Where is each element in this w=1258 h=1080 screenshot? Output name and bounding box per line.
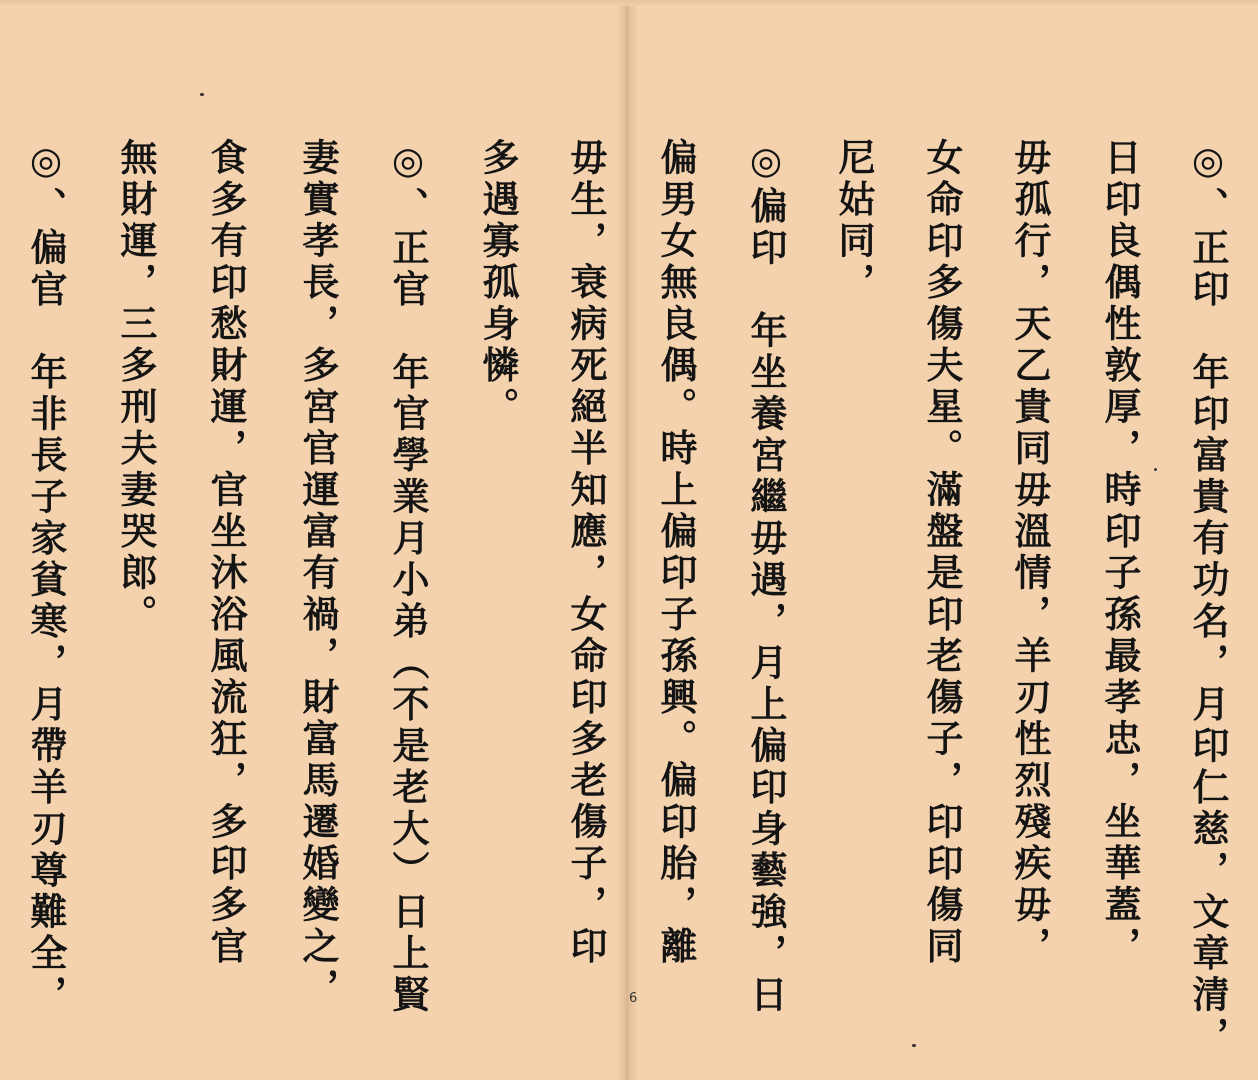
text-column-1: ◎、正印 年印富貴有功名，月印仁慈，文章清，	[1186, 138, 1230, 1058]
text-column-8: 毋生，衰病死絕半知應，女命印多老傷子，印	[564, 138, 608, 968]
text-column-7: 偏男女無良偶。時上偏印子孫興。偏印胎，離	[654, 138, 698, 968]
text-column-5: 尼姑同，	[832, 138, 876, 304]
text-column-12: 食多有印愁財運，官坐沐浴風流狂，多印多官	[204, 138, 248, 968]
page-edge	[0, 0, 1258, 6]
text-column-6: ◎偏印 年坐養宮繼毋遇，月上偏印身藝強，日	[744, 138, 788, 1017]
text-column-4: 女命印多傷夫星。滿盤是印老傷子，印印傷同	[920, 138, 964, 968]
paper-speck	[1154, 468, 1157, 471]
paper-speck	[912, 1044, 916, 1047]
text-column-3: 毋孤行，天乙貴同毋溫情，羊刃性烈殘疾毋，	[1008, 138, 1052, 968]
text-column-9: 多遇寡孤身憐。	[476, 138, 520, 429]
page-number: 6	[629, 991, 638, 1006]
text-column-13: 無財運，三多刑夫妻哭郎。	[114, 138, 158, 636]
text-column-14: ◎、偏官 年非長子家貧寒，月帶羊刃尊難全，	[24, 138, 68, 1017]
paper-speck	[200, 93, 204, 96]
text-column-11: 妻實孝長，多宮官運富有禍，財富馬遷婚變之，	[296, 138, 340, 1010]
text-column-10: ◎、正官 年官學業月小弟（不是老大）日上賢	[386, 138, 430, 1017]
text-column-2: 日印良偶性敦厚，時印子孫最孝忠，坐華蓋，	[1098, 138, 1142, 968]
book-gutter	[616, 0, 638, 1080]
